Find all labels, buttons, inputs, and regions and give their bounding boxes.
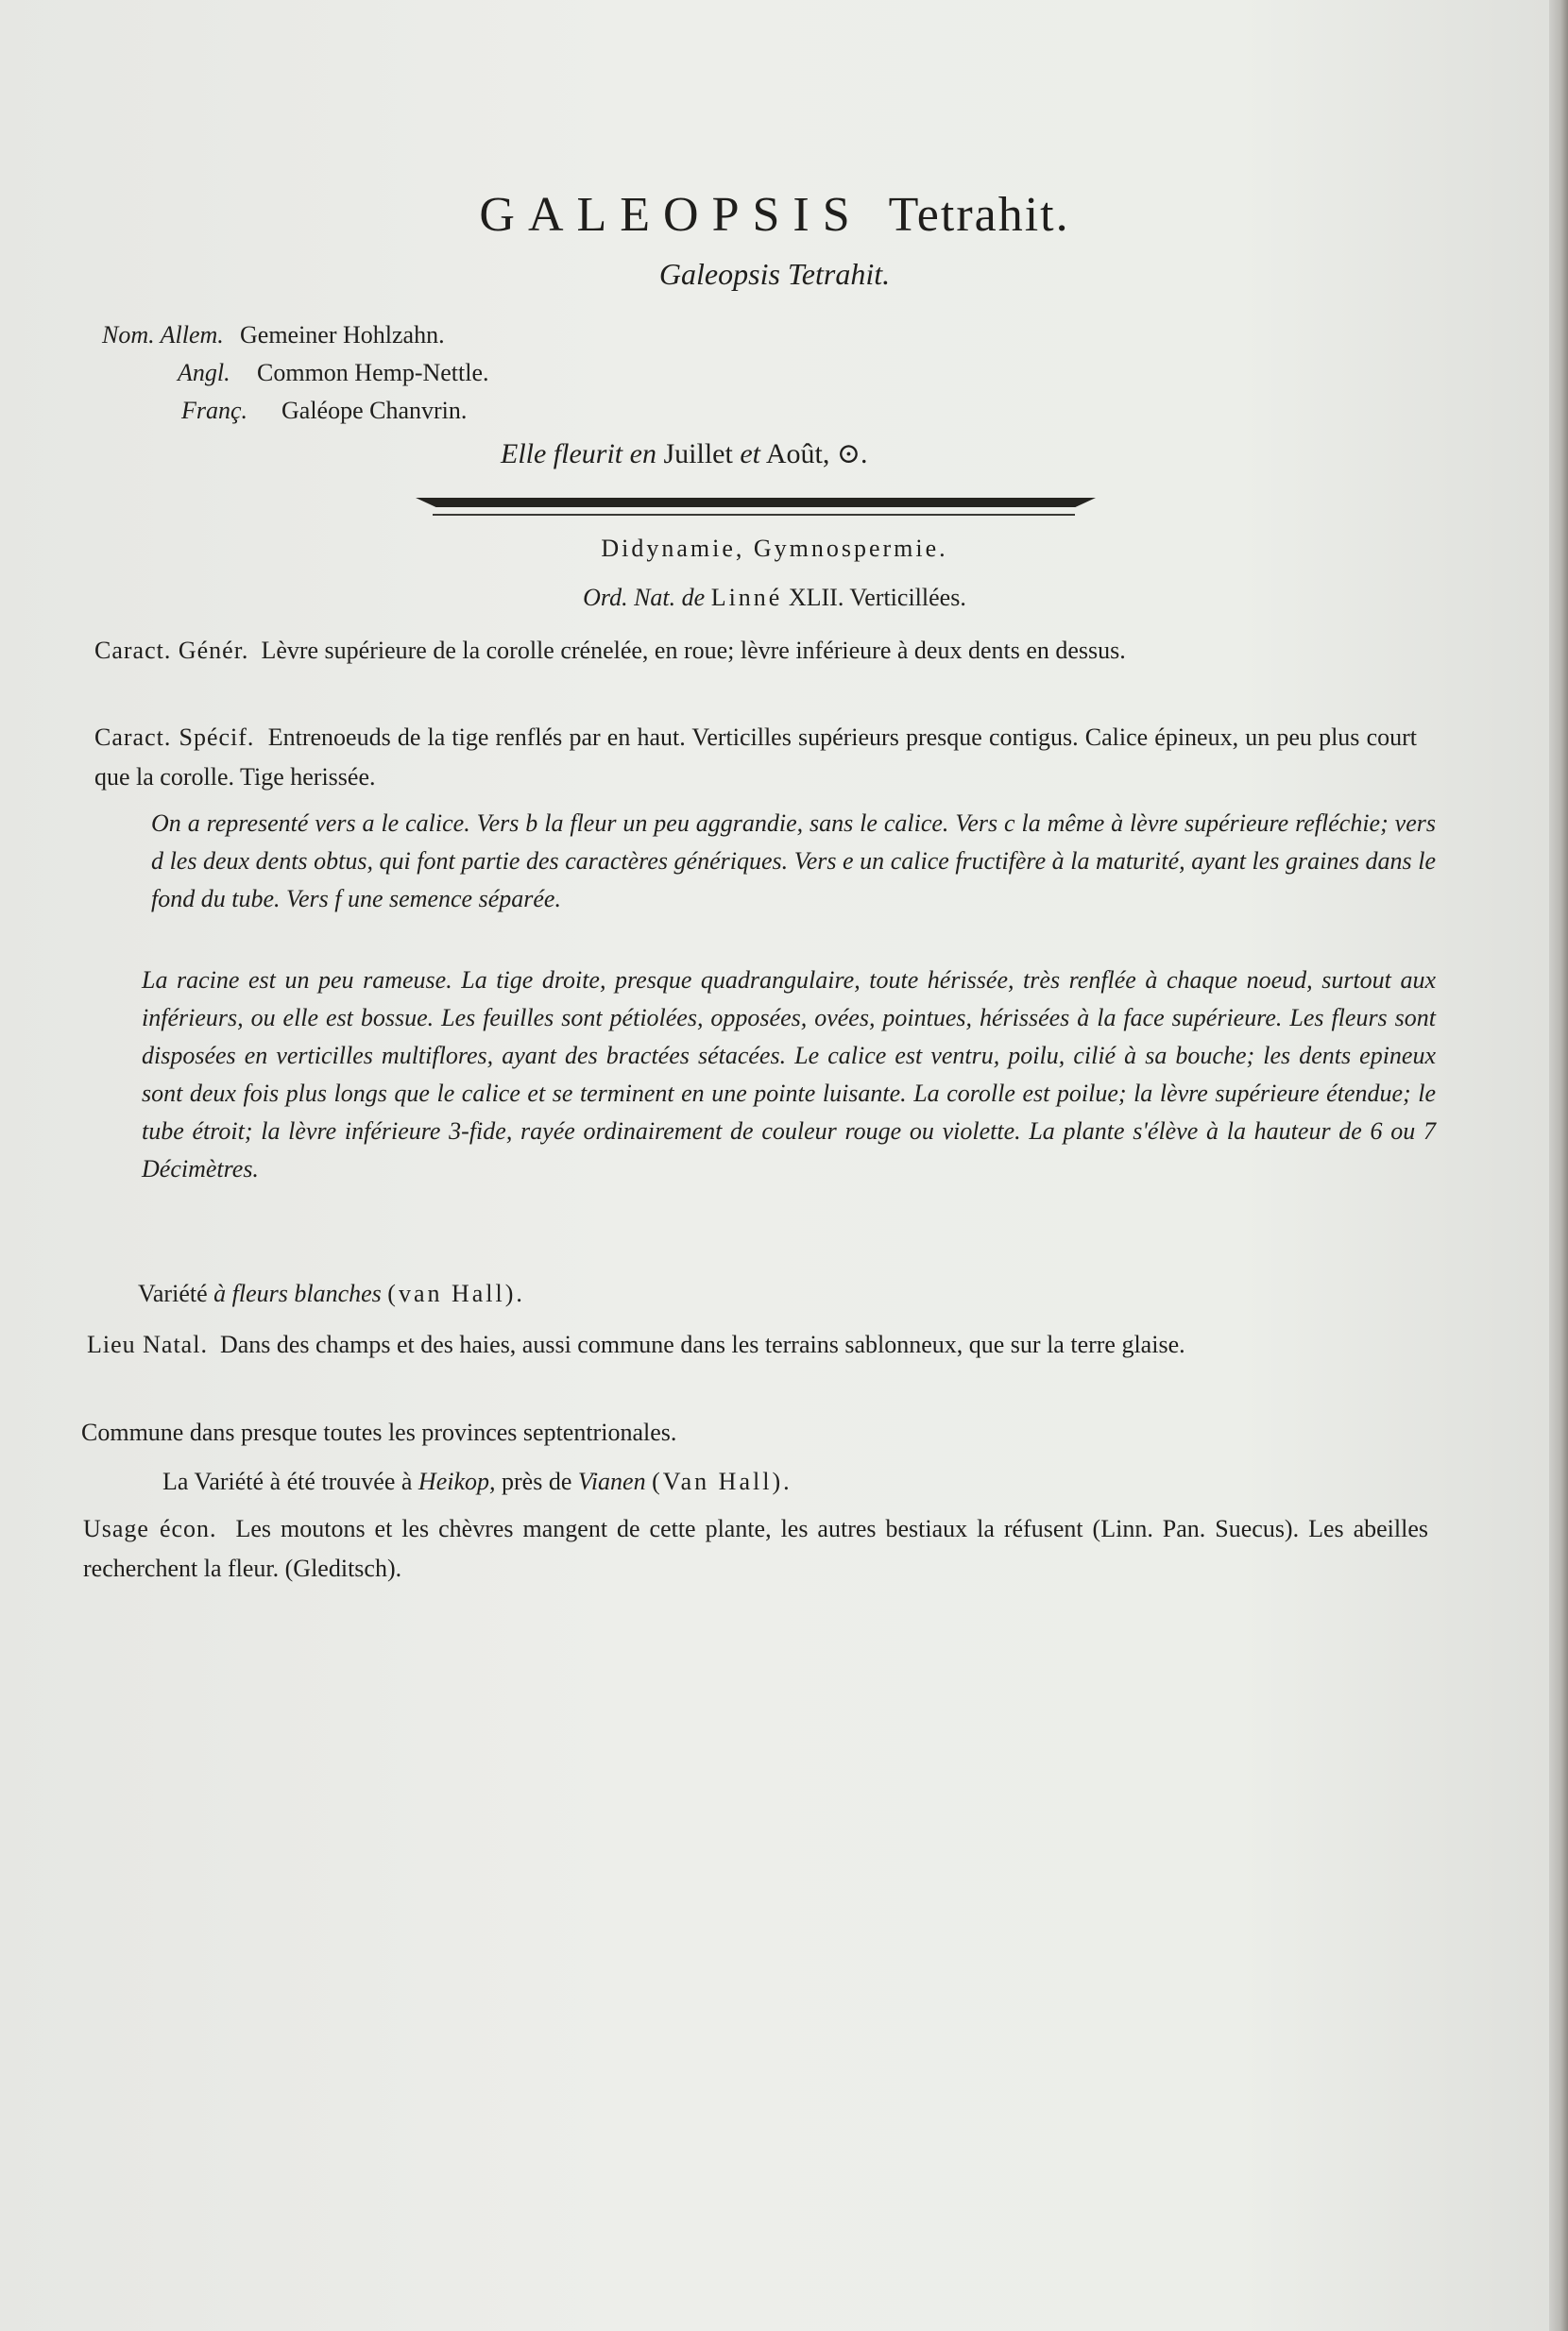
page-title — [0, 187, 1549, 243]
natural-order-line: Ord. Nat. de Linné XLII. Verticillées. — [583, 584, 966, 611]
specific-characters: Caract. Spécif. Entrenoeuds de la tige renflés par en haut. Verticilles supérieurs presque contigus. Calice épineux, un peu plus court que la corolle. Tige herissée. — [94, 723, 1417, 791]
plant-description: La racine est un peu rameuse. La tige droite, presque quadrangulaire, toute hérissée, très renflée à chaque noeud, surtout aux inférieurs, ou elle est bossue. Les feuilles sont pétiolées, opposées, ovées, pointues, hérissées à la face supérieure. Les fleurs sont disposées en verticilles multiflores, ayant des bractées sétacées. Le calice est ventru, poilu, cilié à sa bouche; les dents epineux sont deux fois plus longs que le calice et se terminent en une pointe luisante. La corolle est poilue; la lèvre supérieure étendue; le tube étroit; la lèvre inférieure 3-fide, rayée ordinairement de couleur rouge ou violette. La plante s'élève à la hauteur de 6 ou 7 Décimètres. — [142, 966, 1436, 1183]
classification-line: Didynamie, Gymnospermie. — [601, 535, 948, 562]
lang-label: Nom. Allem. — [102, 321, 224, 349]
section-divider — [416, 498, 1096, 507]
page-subtitle: Galeopsis Tetrahit. — [658, 257, 891, 291]
name-value: Galéope Chanvrin. — [281, 397, 468, 424]
book-page-edge — [1549, 0, 1568, 2331]
native-habitat: Lieu Natal. Dans des champs et des haies, aussi commune dans les terrains sablonneux, que sur la terre glaise. — [87, 1331, 1185, 1358]
section-divider-thin — [433, 514, 1075, 516]
variety-found-line: La Variété à été trouvée à Heikop, près de Vianen (Van Hall). — [162, 1468, 793, 1495]
title-genus: GALEOPSIS — [479, 188, 863, 242]
figure-description: On a representé vers a le calice. Vers b la fleur un peu aggrandie, sans le calice. Vers c la même à lèvre supérieure refléchie; vers d les deux dents obtus, qui font partie des caractères génériques. Vers e un calice fructifère à la maturité, ayant les graines dans le fond du tube. Vers f une semence séparée. — [151, 809, 1436, 912]
common-names — [102, 316, 489, 430]
variety-line: Variété à fleurs blanches (van Hall). — [138, 1280, 525, 1307]
lang-label: Angl. — [178, 359, 230, 386]
name-value: Common Hemp-Nettle. — [257, 359, 489, 386]
name-german — [102, 316, 489, 354]
economic-use: Usage écon. Les moutons et les chèvres mangent de cette plante, les autres bestiaux la réfusent (Linn. Pan. Suecus). Les abeilles recherchent la fleur. (Gleditsch). — [83, 1515, 1428, 1582]
generic-characters: Caract. Génér. Lèvre supérieure de la corolle crénelée, en roue; lèvre inférieure à deux dents en dessus. — [94, 637, 1126, 664]
flowering-time: Elle fleurit en Juillet et Août, ⊙. — [501, 438, 868, 469]
title-species: Tetrahit. — [888, 188, 1070, 242]
lang-label: Franç. — [181, 397, 248, 424]
name-french — [102, 392, 489, 430]
distribution-line: Commune dans presque toutes les provinces septentrionales. — [81, 1419, 677, 1446]
annual-symbol-icon: ⊙. — [836, 438, 868, 469]
name-value: Gemeiner Hohlzahn. — [240, 321, 445, 349]
name-english — [102, 354, 489, 392]
